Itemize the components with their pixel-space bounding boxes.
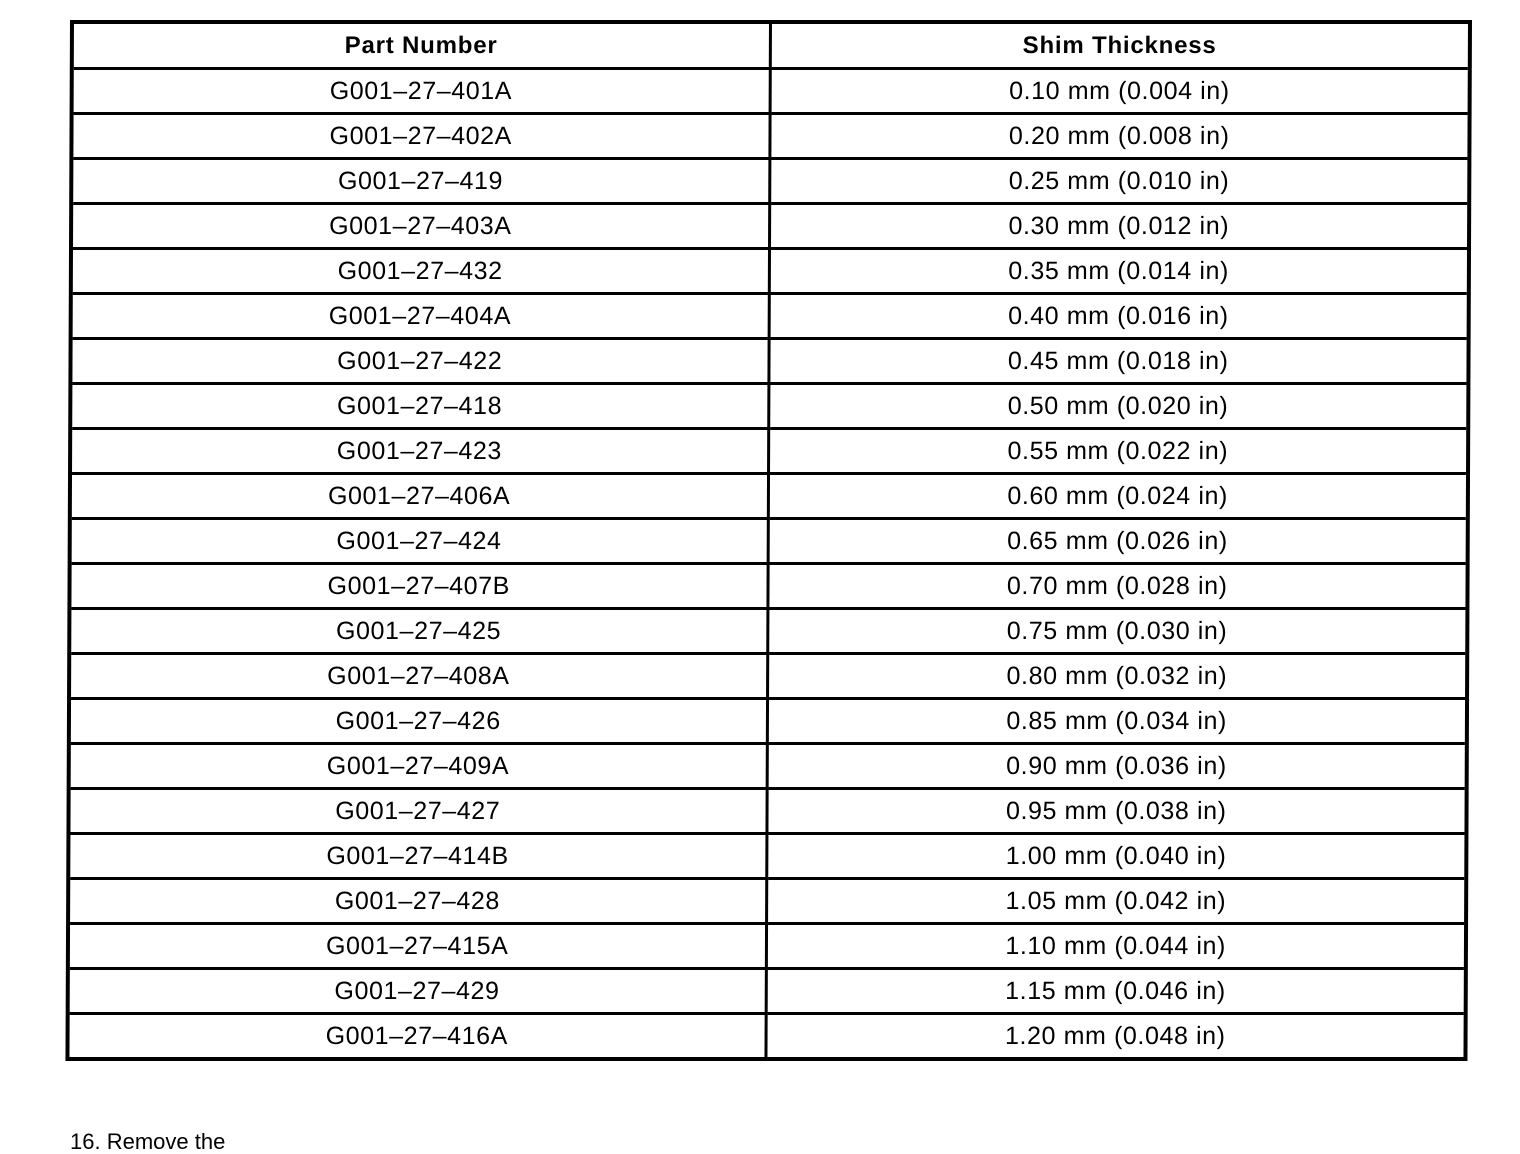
shim-thickness-cell: 0.70 mm (0.028 in) xyxy=(767,564,1467,609)
part-number-cell: G001–27–426 xyxy=(69,699,767,744)
part-number-cell: G001–27–432 xyxy=(71,249,769,294)
part-number-cell: G001–27–422 xyxy=(70,339,768,384)
part-number-cell: G001–27–401A xyxy=(72,69,770,114)
shim-thickness-cell: 0.60 mm (0.024 in) xyxy=(768,474,1468,519)
part-number-cell: G001–27–419 xyxy=(71,159,769,204)
shim-thickness-cell: 0.90 mm (0.036 in) xyxy=(767,744,1467,789)
part-number-cell: G001–27–418 xyxy=(70,384,768,429)
table-row xyxy=(69,744,1467,789)
table-row xyxy=(71,114,1469,159)
part-number-cell: G001–27–429 xyxy=(68,969,766,1014)
part-number-cell: G001–27–404A xyxy=(71,294,769,339)
table-row xyxy=(68,789,1466,834)
table-row xyxy=(68,879,1466,924)
table-row xyxy=(70,474,1468,519)
table-row xyxy=(71,204,1469,249)
shim-thickness-cell: 0.85 mm (0.034 in) xyxy=(767,699,1467,744)
shim-thickness-cell: 1.20 mm (0.048 in) xyxy=(765,1014,1465,1060)
table-row xyxy=(71,294,1469,339)
part-number-cell: G001–27–428 xyxy=(68,879,766,924)
shim-thickness-cell: 0.40 mm (0.016 in) xyxy=(769,294,1469,339)
part-number-cell: G001–27–424 xyxy=(70,519,768,564)
table-row xyxy=(69,654,1467,699)
part-number-cell: G001–27–415A xyxy=(68,924,766,969)
shim-thickness-cell: 0.10 mm (0.004 in) xyxy=(770,69,1470,114)
part-number-cell: G001–27–407B xyxy=(69,564,767,609)
part-number-cell: G001–27–406A xyxy=(70,474,768,519)
shim-thickness-cell: 1.10 mm (0.044 in) xyxy=(766,924,1466,969)
shim-thickness-cell: 0.30 mm (0.012 in) xyxy=(769,204,1469,249)
table-row xyxy=(70,429,1468,474)
shim-thickness-cell: 0.55 mm (0.022 in) xyxy=(768,429,1468,474)
part-number-header: Part Number xyxy=(72,22,770,69)
part-number-cell: G001–27–408A xyxy=(69,654,767,699)
table-row xyxy=(69,564,1467,609)
table-row xyxy=(69,699,1467,744)
shim-thickness-cell: 1.00 mm (0.040 in) xyxy=(766,834,1466,879)
shim-thickness-cell: 0.45 mm (0.018 in) xyxy=(768,339,1468,384)
shim-thickness-cell: 1.15 mm (0.046 in) xyxy=(766,969,1466,1014)
table-row xyxy=(70,519,1468,564)
table-row xyxy=(68,969,1466,1014)
table-row xyxy=(72,69,1470,114)
shim-thickness-cell: 0.95 mm (0.038 in) xyxy=(766,789,1466,834)
part-number-cell: G001–27–427 xyxy=(68,789,766,834)
part-number-cell: G001–27–403A xyxy=(71,204,769,249)
shim-thickness-cell: 0.20 mm (0.008 in) xyxy=(769,114,1469,159)
shim-thickness-cell: 0.75 mm (0.030 in) xyxy=(767,609,1467,654)
table-row xyxy=(70,384,1468,429)
shim-thickness-cell: 0.80 mm (0.032 in) xyxy=(767,654,1467,699)
part-number-cell: G001–27–425 xyxy=(69,609,767,654)
shim-thickness-table xyxy=(65,20,1472,1061)
cut-off-step-text: 16. Remove the xyxy=(70,1129,226,1154)
part-number-cell: G001–27–423 xyxy=(70,429,768,474)
part-number-cell: G001–27–409A xyxy=(69,744,767,789)
part-number-cell: G001–27–416A xyxy=(67,1014,765,1060)
table-row xyxy=(71,159,1469,204)
table-row xyxy=(67,1014,1465,1060)
table-row xyxy=(69,609,1467,654)
shim-thickness-cell: 0.50 mm (0.020 in) xyxy=(768,384,1468,429)
shim-thickness-cell: 0.65 mm (0.026 in) xyxy=(768,519,1468,564)
table-row xyxy=(68,834,1466,879)
part-number-cell: G001–27–402A xyxy=(71,114,769,159)
table-row xyxy=(68,924,1466,969)
shim-thickness-cell: 0.35 mm (0.014 in) xyxy=(769,249,1469,294)
shim-thickness-header: Shim Thickness xyxy=(770,22,1470,69)
shim-thickness-cell: 1.05 mm (0.042 in) xyxy=(766,879,1466,924)
table-row xyxy=(70,339,1468,384)
table-row xyxy=(71,249,1469,294)
part-number-cell: G001–27–414B xyxy=(68,834,766,879)
table-header-row xyxy=(72,22,1470,69)
shim-thickness-cell: 0.25 mm (0.010 in) xyxy=(769,159,1469,204)
